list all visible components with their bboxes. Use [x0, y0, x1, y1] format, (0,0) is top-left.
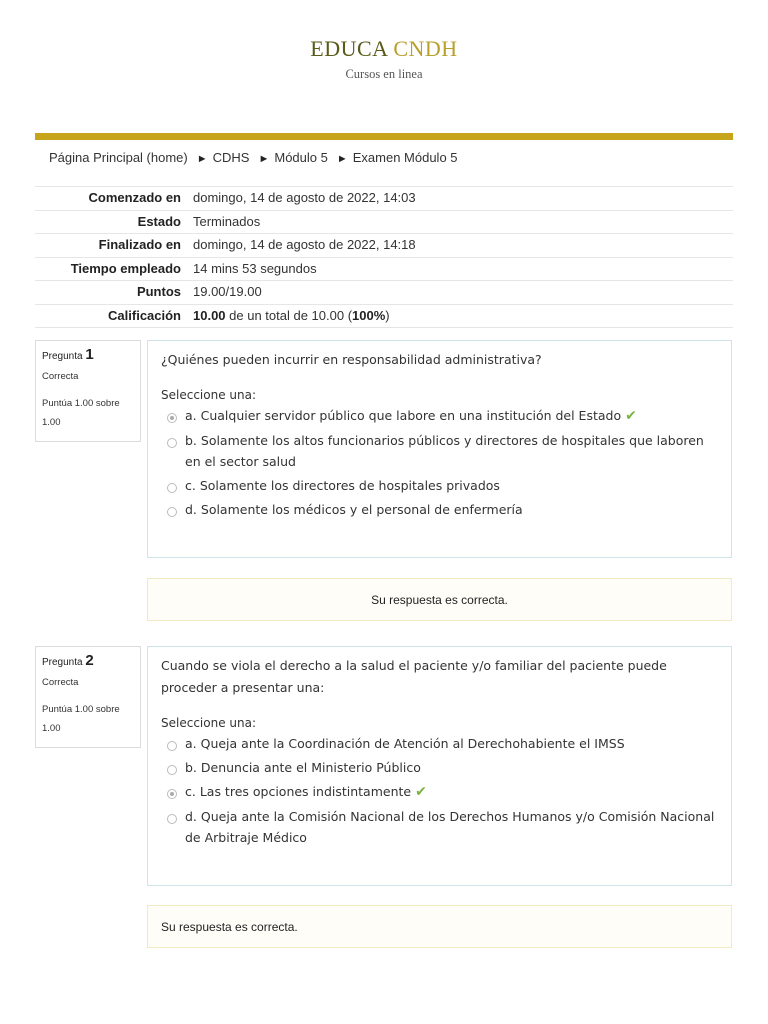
radio-button[interactable] [167, 483, 177, 493]
question-prompt: Seleccione una: [161, 716, 256, 730]
summary-value: 14 mins 53 segundos [187, 257, 733, 281]
summary-row [35, 187, 733, 211]
summary-grade-value [187, 304, 733, 328]
summary-label: Calificación [35, 304, 187, 328]
summary-value: domingo, 14 de agosto de 2022, 14:18 [187, 234, 733, 258]
summary-row [35, 281, 733, 305]
attempt-summary-table [35, 186, 733, 328]
answer-option[interactable] [161, 475, 717, 496]
question-content-1 [147, 340, 732, 558]
question-number: 1 [85, 346, 94, 363]
breadcrumb-exam[interactable]: Examen Módulo 5 [352, 150, 458, 165]
breadcrumb-course[interactable]: CDHS [212, 150, 250, 165]
grade-close: ) [385, 307, 390, 323]
question-state: Correcta [42, 677, 79, 688]
question-info-2 [35, 646, 141, 748]
triangle-right-icon: ► [196, 153, 208, 165]
question-label: Pregunta [42, 351, 83, 362]
summary-row [35, 304, 733, 328]
check-icon: ✔ [415, 784, 427, 800]
summary-label: Finalizado en [35, 234, 187, 258]
radio-button[interactable] [167, 438, 177, 448]
radio-button[interactable] [167, 814, 177, 824]
answer-option-label: a. Cualquier servidor público que labore en una institución del Estado [185, 408, 622, 423]
question-content-2 [147, 646, 732, 886]
radio-button[interactable] [167, 789, 177, 799]
question-info-1 [35, 340, 141, 442]
breadcrumb [49, 150, 458, 165]
site-title[interactable] [0, 36, 768, 62]
radio-button[interactable] [167, 765, 177, 775]
grade-total: de un total de 10.00 ( [225, 307, 353, 323]
answer-option-label: d. Queja ante la Comisión Nacional de los Derechos Humanos y/o Comisión Nacional de Arbitraje Médico [185, 809, 715, 845]
question-grade: Puntúa 1.00 sobre 1.00 [42, 704, 120, 734]
answer-option[interactable] [161, 405, 717, 427]
summary-label: Estado [35, 210, 187, 234]
header-divider [35, 133, 733, 140]
answer-option-label: c. Solamente los directores de hospitales privados [185, 478, 500, 493]
question-grade: Puntúa 1.00 sobre 1.00 [42, 398, 120, 428]
answer-option[interactable] [161, 781, 717, 803]
summary-label: Comenzado en [35, 187, 187, 211]
summary-label: Tiempo empleado [35, 257, 187, 281]
triangle-right-icon: ► [258, 153, 270, 165]
breadcrumb-module[interactable]: Módulo 5 [274, 150, 328, 165]
question-text: Cuando se viola el derecho a la salud el paciente y/o familiar del paciente puede proceder a presentar una: [161, 658, 667, 695]
radio-button[interactable] [167, 413, 177, 423]
summary-value: domingo, 14 de agosto de 2022, 14:03 [187, 187, 733, 211]
answer-option-label: a. Queja ante la Coordinación de Atención al Derechohabiente el IMSS [185, 736, 625, 751]
feedback-text: Su respuesta es correcta. [371, 592, 508, 607]
summary-value: 19.00/19.00 [187, 281, 733, 305]
feedback-box-2 [147, 905, 732, 948]
answer-option-label: b. Solamente los altos funcionarios públicos y directores de hospitales que laboren en el sector salud [185, 433, 704, 469]
grade-score: 10.00 [193, 307, 226, 323]
answer-option[interactable] [161, 430, 717, 472]
answer-option[interactable] [161, 733, 717, 754]
radio-button[interactable] [167, 507, 177, 517]
summary-label: Puntos [35, 281, 187, 305]
summary-row [35, 234, 733, 258]
site-title-cndh: CNDH [393, 36, 458, 61]
answer-option-label: b. Denuncia ante el Ministerio Público [185, 760, 421, 775]
question-label: Pregunta [42, 657, 83, 668]
breadcrumb-home[interactable]: Página Principal (home) [49, 150, 188, 165]
radio-button[interactable] [167, 741, 177, 751]
summary-row [35, 257, 733, 281]
answer-option[interactable] [161, 757, 717, 778]
check-icon: ✔ [625, 408, 637, 424]
summary-value: Terminados [187, 210, 733, 234]
question-number: 2 [85, 652, 94, 669]
feedback-text: Su respuesta es correcta. [161, 919, 298, 934]
site-title-educa: EDUCA [310, 36, 388, 61]
question-state: Correcta [42, 371, 79, 382]
site-subtitle: Cursos en linea [345, 67, 423, 81]
triangle-right-icon: ► [336, 153, 348, 165]
answer-option-label: c. Las tres opciones indistintamente [185, 784, 412, 799]
question-text: ¿Quiénes pueden incurrir en responsabilidad administrativa? [161, 352, 542, 367]
answer-option-label: d. Solamente los médicos y el personal de enfermería [185, 502, 523, 517]
answer-option[interactable] [161, 499, 717, 520]
summary-row [35, 210, 733, 234]
question-prompt: Seleccione una: [161, 388, 256, 402]
feedback-box-1 [147, 578, 732, 621]
grade-percent: 100% [352, 307, 386, 323]
answer-option[interactable] [161, 806, 717, 848]
